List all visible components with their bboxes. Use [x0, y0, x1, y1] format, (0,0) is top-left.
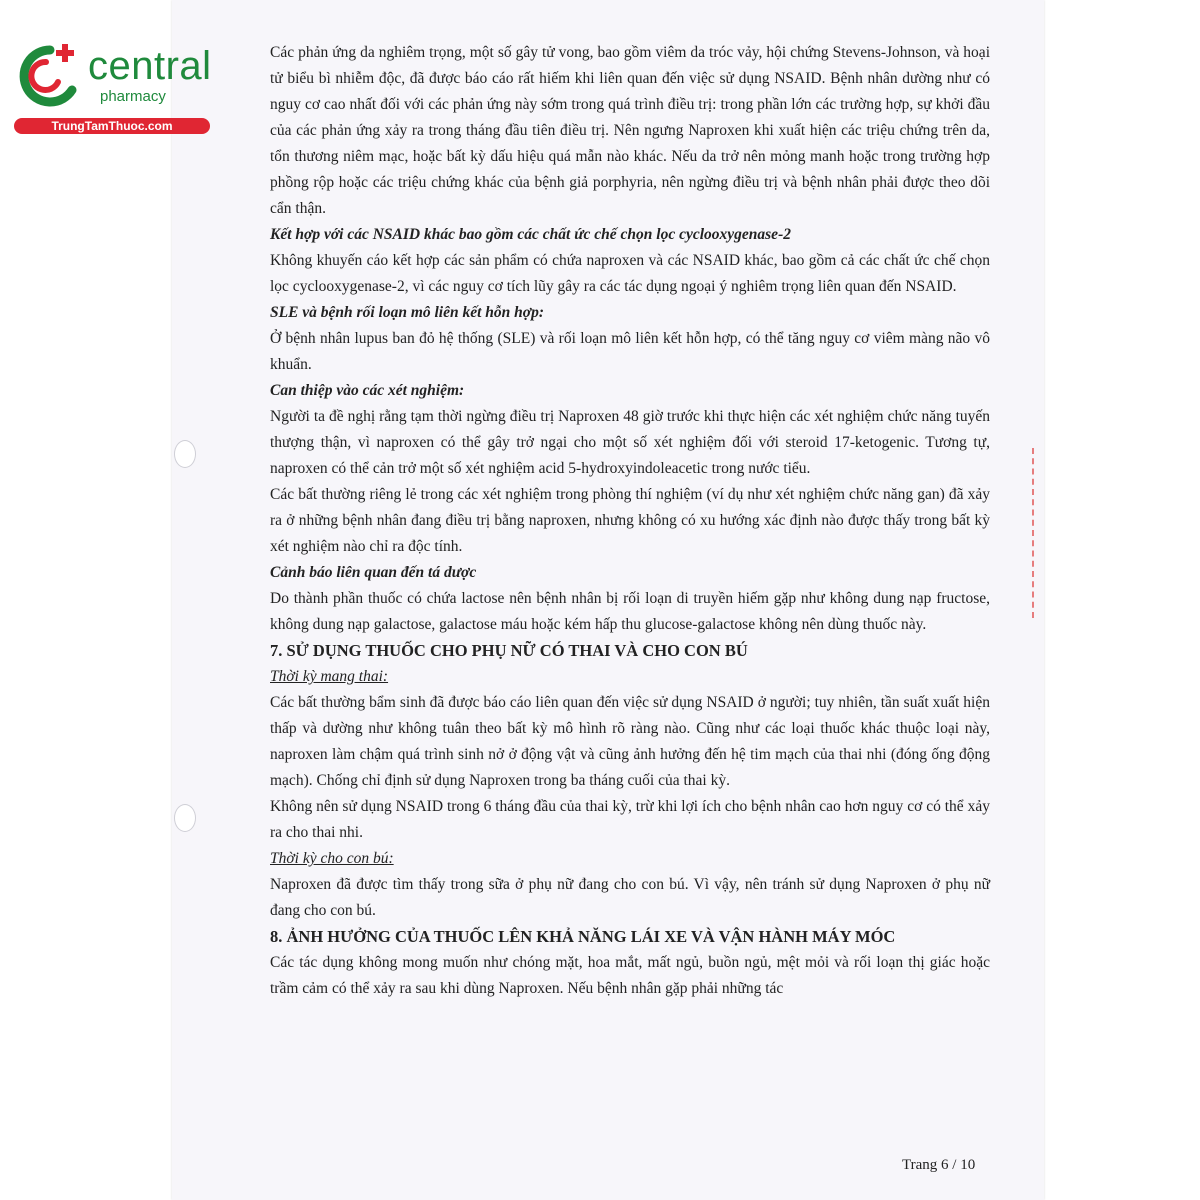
paragraph: Các phản ứng da nghiêm trọng, một số gây tử vong, bao gồm viêm da tróc vảy, hội chứng Stevens-Johnson, và hoại tử biểu bì nhiễm độc, đã được báo cáo rất hiếm khi liên quan đến việc sử dụng NSAID. Bệnh nhân dường như có nguy cơ cao nhất đối với các phản ứng này sớm trong quá trình điều trị: trong phần lớn các trường hợp, sự khởi đầu của các phản ứng xảy ra trong tháng đầu tiên điều trị. Nên ngưng Naproxen khi xuất hiện các triệu chứng trên da, tổn thương niêm mạc, hoặc bất kỳ dấu hiệu quá mẫn nào khác. Nếu da trở nên mỏng manh hoặc trong trường hợp phồng rộp hoặc các triệu chứng khác của bệnh giả porphyria, nên ngừng điều trị và bệnh nhân phải được theo dõi cẩn thận. [270, 44, 990, 217]
punch-hole [174, 804, 196, 832]
central-pharmacy-logo [10, 36, 215, 136]
paragraph: Các bất thường riêng lẻ trong các xét nghiệm trong phòng thí nghiệm (ví dụ như xét nghiệm chức năng gan) đã xảy ra ở những bệnh nhân đang điều trị bằng naproxen, nhưng không có xu hướng xác định nào được thấy trong bất kỳ xét nghiệm nào chỉ ra độc tính. [270, 486, 990, 555]
underlined-subheading: Thời kỳ cho con bú: [270, 850, 394, 867]
brand-website: TrungTamThuoc.com [14, 118, 210, 134]
paragraph: Ở bệnh nhân lupus ban đỏ hệ thống (SLE) và rối loạn mô liên kết hỗn hợp, có thể tăng nguy cơ viêm màng não vô khuẩn. [270, 330, 990, 373]
punch-hole [174, 440, 196, 468]
brand-subtitle: pharmacy [100, 88, 166, 105]
section-heading: 7. SỬ DỤNG THUỐC CHO PHỤ NỮ CÓ THAI VÀ CHO CON BÚ [270, 641, 748, 660]
page-number: Trang 6 / 10 [902, 1157, 976, 1173]
paragraph: Các tác dụng không mong muốn như chóng mặt, hoa mắt, mất ngủ, buồn ngủ, mệt mỏi và rối loạn thị giác hoặc trầm cảm có thể xảy ra sau khi dùng Naproxen. Nếu bệnh nhân gặp phải những tác [270, 954, 990, 997]
red-stamp [1032, 448, 1050, 618]
paragraph: Không khuyến cáo kết hợp các sản phẩm có chứa naproxen và các NSAID khác, bao gồm cả các chất ức chế chọn lọc cyclooxygenase-2, vì các nguy cơ tích lũy gây ra các tác dụng ngoại ý nghiêm trọng liên quan đến NSAID. [270, 252, 990, 295]
section-heading: 8. ẢNH HƯỞNG CỦA THUỐC LÊN KHẢ NĂNG LÁI XE VÀ VẬN HÀNH MÁY MÓC [270, 927, 896, 946]
subheading: Kết hợp với các NSAID khác bao gồm các chất ức chế chọn lọc cyclooxygenase-2 [270, 226, 791, 243]
paragraph: Các bất thường bẩm sinh đã được báo cáo liên quan đến việc sử dụng NSAID ở người; tuy nhiên, tần suất xuất hiện thấp và dường như không tuân theo bất kỳ mô hình rõ ràng nào. Cũng như các loại thuốc khác thuộc loại này, naproxen làm chậm quá trình sinh nở ở động vật và cũng ảnh hưởng đến hệ tim mạch của thai nhi (đóng ống động mạch). Chống chỉ định sử dụng Naproxen trong ba tháng cuối của thai kỳ. [270, 694, 990, 789]
subheading: SLE và bệnh rối loạn mô liên kết hỗn hợp: [270, 304, 545, 321]
subheading: Cảnh báo liên quan đến tá dược [270, 564, 477, 581]
paragraph: Do thành phần thuốc có chứa lactose nên bệnh nhân bị rối loạn di truyền hiếm gặp như không dung nạp fructose, không dung nạp galactose, galactose máu hoặc kém hấp thu glucose-galactose không nên dùng thuốc này. [270, 590, 990, 633]
underlined-subheading: Thời kỳ mang thai: [270, 668, 389, 685]
paragraph: Người ta đề nghị rằng tạm thời ngừng điều trị Naproxen 48 giờ trước khi thực hiện các xét nghiệm chức năng tuyến thượng thận, vì naproxen có thể gây trở ngại cho một số xét nghiệm đối với steroid 17-ketogenic. Tương tự, naproxen có thể cản trở một số xét nghiệm acid 5-hydroxyindoleacetic trong nước tiểu. [270, 408, 990, 477]
brand-name: central [88, 44, 212, 88]
paragraph: Naproxen đã được tìm thấy trong sữa ở phụ nữ đang cho con bú. Vì vậy, nên tránh sử dụng Naproxen ở phụ nữ đang cho con bú. [270, 876, 990, 919]
logo-icon [10, 38, 86, 118]
paragraph: Không nên sử dụng NSAID trong 6 tháng đầu của thai kỳ, trừ khi lợi ích cho bệnh nhân cao hơn nguy cơ có thể xảy ra cho thai nhi. [270, 798, 990, 841]
document-body [270, 40, 990, 1002]
subheading: Can thiệp vào các xét nghiệm: [270, 382, 465, 399]
